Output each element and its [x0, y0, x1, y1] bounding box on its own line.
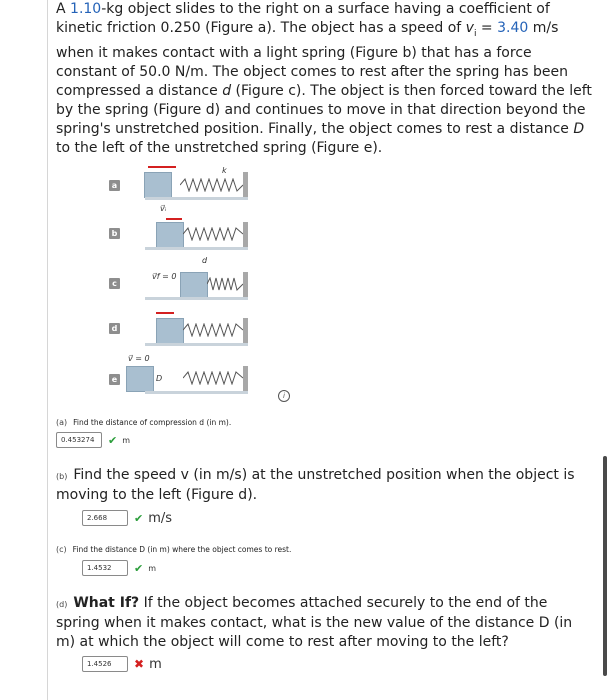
d-symbol: d — [222, 82, 232, 99]
check-icon-b: ✔ — [134, 511, 144, 525]
block-e — [126, 366, 154, 392]
wall-b — [243, 222, 248, 248]
floor-c — [145, 297, 248, 300]
floor-d — [145, 343, 248, 346]
D-symbol: D — [573, 120, 585, 137]
problem-statement — [56, 0, 592, 158]
floor-b — [145, 247, 248, 250]
wall-c — [243, 272, 248, 298]
block-c — [180, 272, 208, 298]
question-d-text: If the object becomes attached securely to the end of the spring when it makes contact, what is the new value of the distance D (in m) at which the object will come to rest after moving to the left? — [56, 595, 573, 650]
wall-e — [243, 366, 248, 392]
speed-value: 3.40 — [497, 20, 529, 36]
problem-text-3: = — [476, 20, 498, 36]
figure-label-e: e — [109, 374, 120, 385]
problem-text-2: -kg object slides to the right on a surface having a coefficient of kinetic friction 0.250 (Figure a). The object has a speed of — [56, 1, 550, 36]
figure-label-a: a — [109, 180, 120, 191]
question-b-tag: (b) — [56, 472, 68, 481]
answer-row-d — [82, 656, 162, 672]
wall-d — [243, 318, 248, 344]
floor-a — [145, 197, 248, 200]
answer-input-a[interactable]: 0.453274 — [56, 432, 102, 448]
speed-symbol: v — [465, 20, 474, 36]
figure-label-d: d — [109, 323, 120, 334]
problem-text-6: to the left of the unstretched spring (Figure e). — [56, 139, 383, 156]
question-a-tag: (a) — [56, 418, 68, 427]
D-label: D — [156, 374, 163, 383]
mass-value: 1.10 — [70, 1, 102, 17]
question-a-text: Find the distance of compression d (in m). — [73, 418, 232, 427]
v-zero-label: v⃗ = 0 — [128, 354, 150, 363]
unit-c: m — [148, 563, 157, 573]
speed-subscript: i — [473, 28, 477, 39]
problem-text-4: m/s when it makes contact with a light spring (Figure b) that has a force constant of 50.0 N/m. The object comes to rest after the spring has been compressed a distance — [56, 20, 568, 99]
question-b-text: Find the speed v (in m/s) at the unstretched position when the object is moving to the left (Figure d). — [56, 467, 575, 503]
answer-row-a — [56, 432, 130, 448]
question-d-tag: (d) — [56, 600, 68, 609]
question-d-bold: What If? — [73, 595, 140, 611]
answer-row-c — [82, 560, 156, 576]
unit-d: m — [149, 656, 162, 672]
vi-label: v⃗ᵢ — [160, 204, 167, 213]
answer-row-b — [82, 510, 172, 526]
answer-input-d[interactable]: 1.4526 — [82, 656, 128, 672]
scrollbar-thumb[interactable] — [603, 456, 607, 676]
k-label: k — [222, 166, 227, 175]
problem-text-1: A — [56, 1, 71, 17]
block-b — [156, 222, 184, 248]
check-icon-a: ✔ — [108, 433, 118, 447]
answer-input-b[interactable]: 2.668 — [82, 510, 128, 526]
info-icon[interactable]: i — [278, 390, 290, 402]
question-d — [56, 594, 586, 652]
vf-zero-label: v⃗f = 0 — [152, 272, 177, 281]
velocity-arrow-d — [156, 312, 174, 314]
problem-text-5: (Figure c). The object is then forced toward the left by the spring (Figure d) and continues to move in that direction beyond the spring's unstretched position. Finally, the object comes to rest a distance — [56, 82, 592, 137]
d-label: d — [202, 256, 208, 265]
block-d — [156, 318, 184, 344]
spring-b — [183, 227, 243, 241]
spring-d — [183, 323, 243, 337]
content-frame-border — [47, 0, 48, 700]
block-a — [144, 172, 172, 198]
velocity-arrow-b — [166, 218, 182, 220]
velocity-arrow-a — [148, 166, 176, 168]
spring-e — [183, 371, 243, 385]
unit-b: m/s — [148, 510, 173, 526]
question-c-text: Find the distance D (in m) where the object comes to rest. — [72, 545, 292, 554]
figure-label-b: b — [109, 228, 120, 239]
question-a — [56, 418, 231, 427]
question-c — [56, 545, 291, 554]
spring-c — [207, 277, 243, 291]
floor-e — [145, 391, 248, 394]
answer-input-c[interactable]: 1.4532 — [82, 560, 128, 576]
question-b — [56, 466, 586, 505]
spring-a — [180, 178, 243, 192]
wall-a — [243, 172, 248, 198]
check-icon-c: ✔ — [134, 561, 144, 575]
spring-figure — [100, 160, 300, 400]
question-c-tag: (c) — [56, 545, 67, 554]
unit-a: m — [122, 435, 131, 445]
figure-label-c: c — [109, 278, 120, 289]
cross-icon-d: ✖ — [134, 657, 145, 671]
